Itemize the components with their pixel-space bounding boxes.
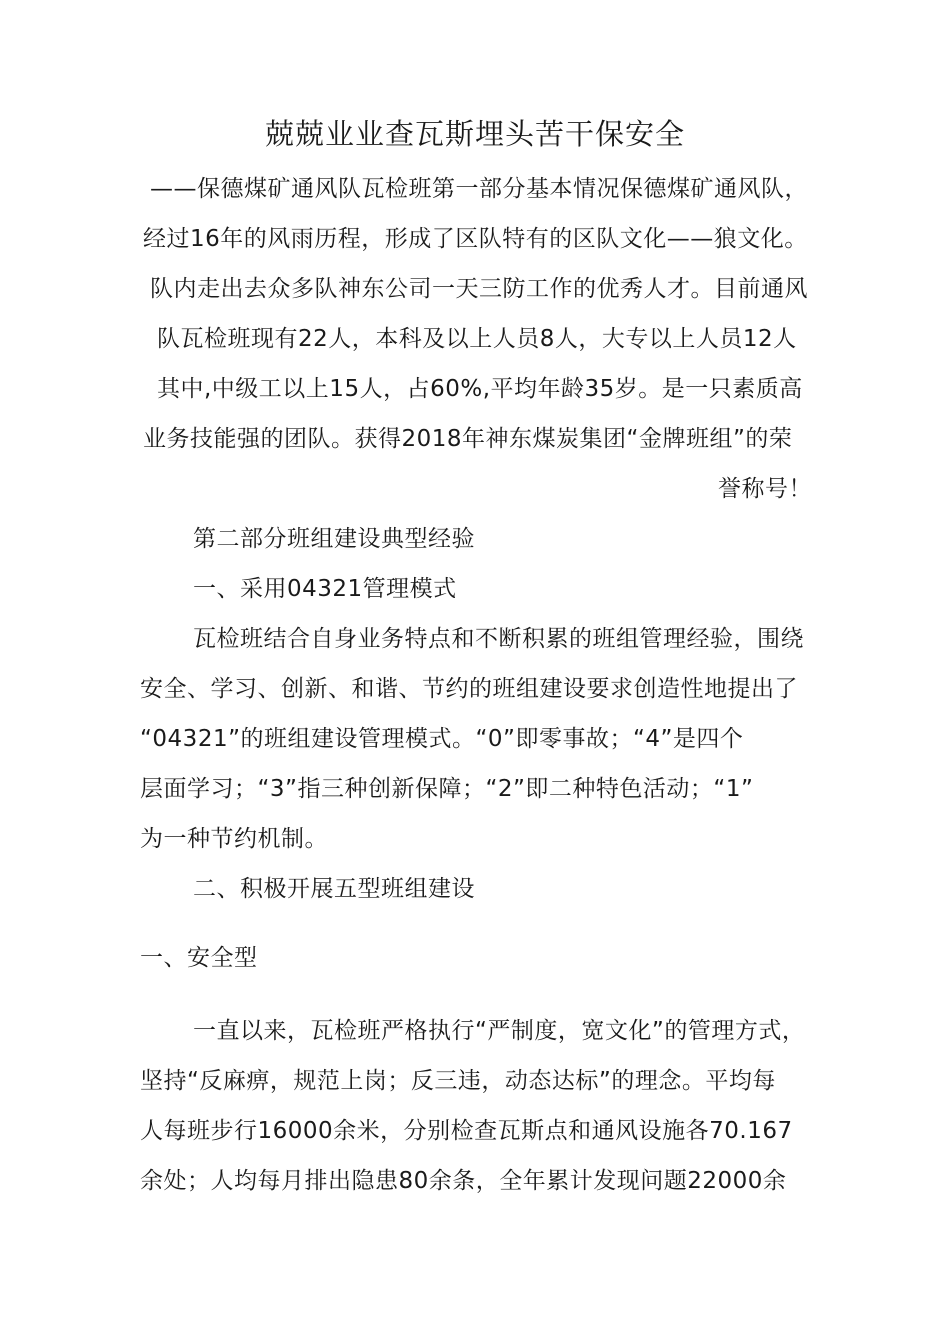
intro-line-1: ——保德煤矿通风队瓦检班第一部分基本情况保德煤矿通风队， bbox=[150, 176, 808, 202]
section1-line-5: 为一种节约机制。 bbox=[140, 826, 328, 852]
intro-line-7: 誉称号！ bbox=[718, 476, 812, 502]
safety-line-2: 坚持“反麻痹，规范上岗；反三违，动态达标”的理念。平均每 bbox=[140, 1068, 776, 1094]
section1-line-3: “04321”的班组建设管理模式。“0”即零事故；“4”是四个 bbox=[140, 726, 744, 752]
safety-line-4: 余处；人均每月排出隐患80余条，全年累计发现问题22000余 bbox=[140, 1168, 787, 1194]
safety-line-3: 人每班步行16000余米，分别检查瓦斯点和通风设施各70.167 bbox=[140, 1118, 793, 1144]
section2-heading: 二、积极开展五型班组建设 bbox=[193, 876, 475, 902]
section1-line-4: 层面学习；“3”指三种创新保障；“2”即二种特色活动；“1” bbox=[140, 776, 754, 802]
intro-line-4: 队瓦检班现有22人，本科及以上人员8人，大专以上人员12人 bbox=[157, 326, 797, 352]
intro-line-6: 业务技能强的团队。获得2018年神东煤炭集团“金牌班组”的荣 bbox=[143, 426, 793, 452]
section1-line-2: 安全、学习、创新、和谐、节约的班组建设要求创造性地提出了 bbox=[140, 676, 798, 702]
intro-line-3: 队内走出去众多队神东公司一天三防工作的优秀人才。目前通风 bbox=[150, 276, 808, 302]
intro-line-2: 经过16年的风雨历程，形成了区队特有的区队文化——狼文化。 bbox=[143, 226, 808, 252]
part2-heading: 第二部分班组建设典型经验 bbox=[193, 526, 475, 552]
section1-line-1: 瓦检班结合自身业务特点和不断积累的班组管理经验，围绕 bbox=[193, 626, 804, 652]
subsection-heading-safety: 一、安全型 bbox=[140, 945, 258, 971]
section1-heading: 一、采用04321管理模式 bbox=[193, 576, 457, 602]
safety-line-1: 一直以来，瓦检班严格执行“严制度，宽文化”的管理方式， bbox=[193, 1018, 806, 1044]
document-title: 兢兢业业查瓦斯埋头苦干保安全 bbox=[264, 117, 685, 151]
intro-line-5: 其中,中级工以上15人，占60%,平均年龄35岁。是一只素质高 bbox=[157, 376, 803, 402]
